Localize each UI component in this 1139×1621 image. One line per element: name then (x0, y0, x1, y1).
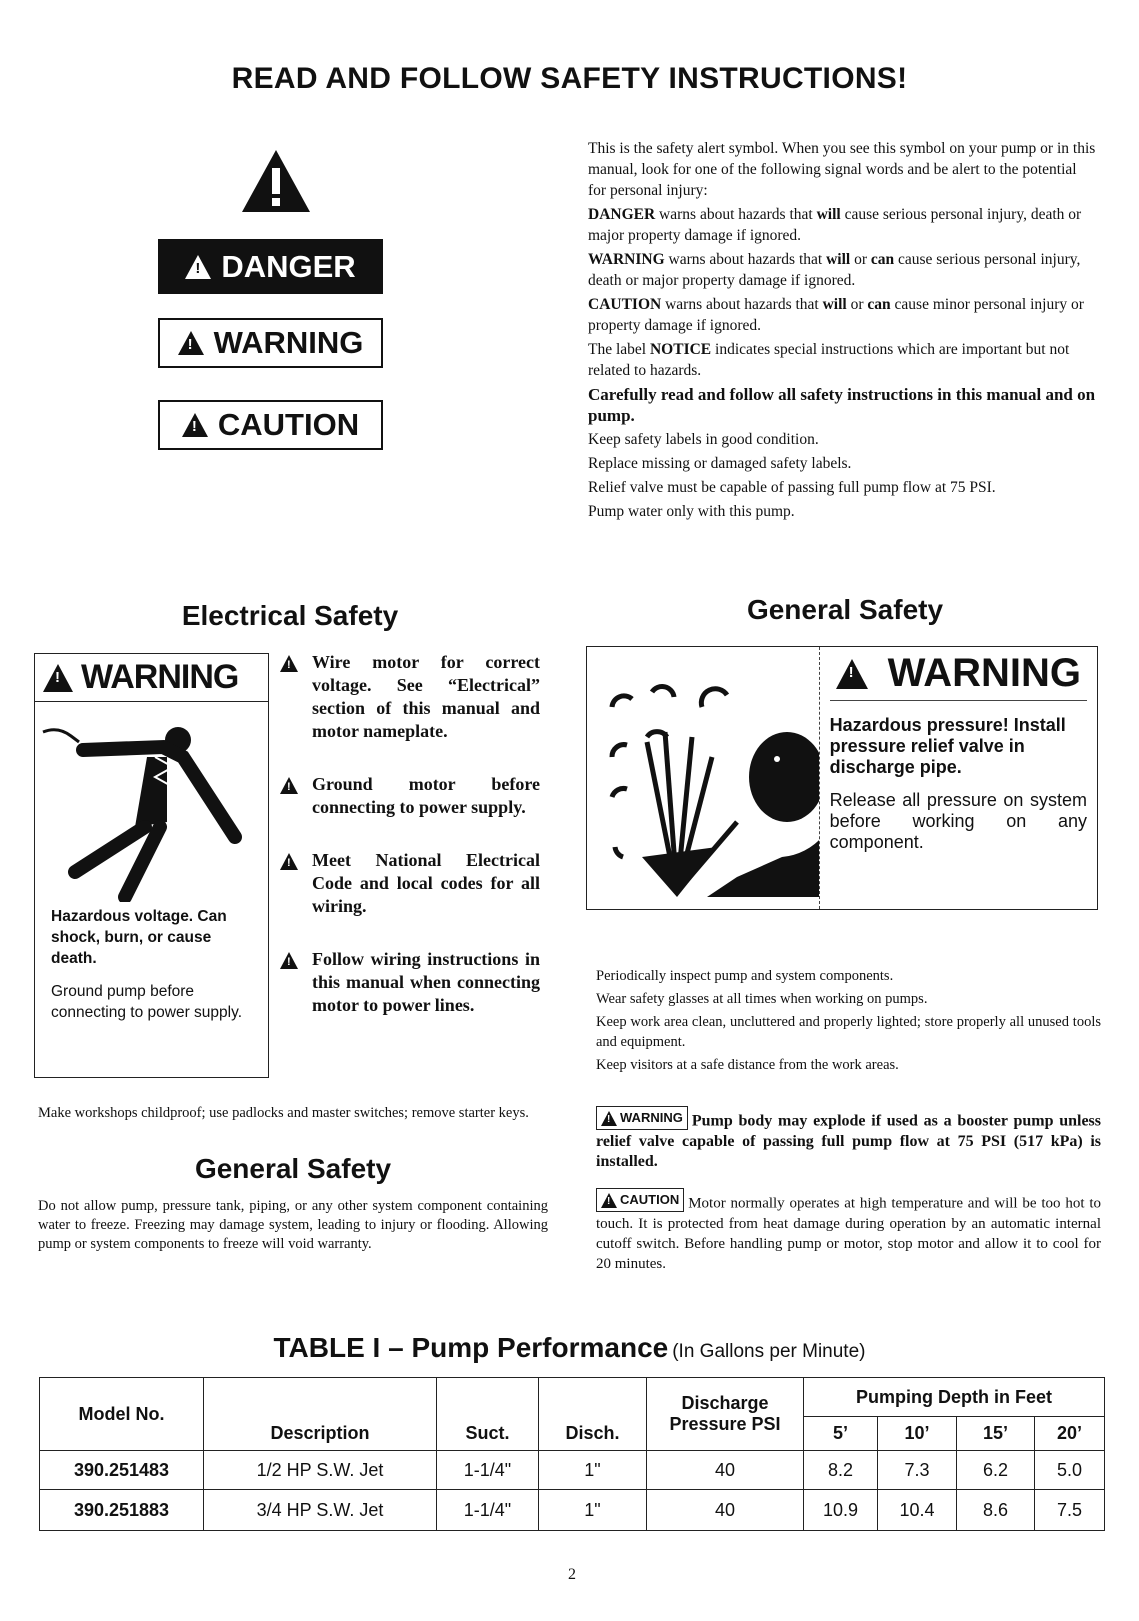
cell-discharge: 1" (539, 1490, 647, 1531)
cell-model: 390.251883 (40, 1490, 204, 1531)
alert-triangle-icon (178, 331, 204, 355)
table-row (40, 1490, 1105, 1531)
electric-shock-pictogram-icon (35, 702, 265, 902)
label-hazard-text: Hazardous pressure! Install pressure relief valve in discharge pipe. (829, 715, 1066, 777)
caution-word: CAUTION (217, 407, 360, 442)
text: cause minor personal injury or property damage if ignored. (588, 296, 1084, 334)
term: DANGER (588, 206, 656, 223)
cell-gpm: 7.5 (1035, 1490, 1105, 1531)
cell-gpm: 10.4 (878, 1490, 957, 1531)
danger-signal-label (158, 239, 383, 294)
instruction-line: Pump water only with this pump. (588, 503, 795, 520)
table-subtitle: (In Gallons per Minute) (672, 1341, 866, 1362)
general-safety-heading-left: General Safety (194, 1153, 392, 1184)
term: will (822, 296, 847, 313)
alert-triangle-icon (836, 659, 868, 689)
page-number: 2 (568, 1566, 576, 1583)
header-description: Description (204, 1378, 437, 1451)
instruction-line: Relief valve must be capable of passing full pump flow at 75 PSI. (588, 479, 996, 496)
text: The label (588, 341, 650, 358)
label-header (830, 647, 1087, 701)
cell-suction: 1-1/4" (437, 1490, 539, 1531)
header-depth: 20’ (1035, 1417, 1105, 1451)
warning-word: WARNING (213, 325, 364, 360)
cell-discharge: 1" (539, 1451, 647, 1490)
danger-word: DANGER (221, 248, 356, 284)
caution-text: Motor normally operates at high temperature and will be too hot to touch. It is protected from heat damage during operation by an automatic internal cutoff switch. Before handling pump or motor, stop motor and allow it to cool for 20 minutes. (596, 1195, 1101, 1272)
cell-gpm: 8.6 (957, 1490, 1035, 1531)
alert-triangle-icon (601, 1111, 617, 1126)
notice-explanation (588, 339, 1096, 381)
cell-model: 390.251483 (40, 1451, 204, 1490)
text: warns about hazards that (661, 296, 823, 313)
explosion-pictogram-icon (587, 647, 819, 907)
freeze-warning-text: Do not allow pump, pressure tank, piping, or any other system component containing water to freeze. Freezing may damage system, leading to injury or flooding. Allowing pump or system components to freeze will void warranty. (38, 1198, 548, 1252)
cell-description: 1/2 HP S.W. Jet (204, 1451, 437, 1490)
table-row (40, 1451, 1105, 1490)
cell-pressure: 40 (647, 1490, 804, 1531)
electrical-safety-heading: Electrical Safety (181, 600, 399, 631)
safety-alert-symbol-icon (240, 148, 312, 214)
label-title: WARNING (81, 658, 239, 696)
term: will (816, 206, 841, 223)
header-discharge: Disch. (539, 1378, 647, 1451)
cell-gpm: 10.9 (804, 1490, 878, 1531)
caution-signal-label (158, 400, 383, 450)
text: warns about hazards that (664, 251, 827, 268)
text: or (846, 296, 868, 313)
safety-line: Keep visitors at a safe distance from the work areas. (596, 1057, 899, 1073)
header-depth: 5’ (804, 1417, 878, 1451)
alert-triangle-icon (601, 1193, 617, 1208)
alert-triangle-icon (280, 853, 298, 870)
cell-gpm: 5.0 (1035, 1451, 1105, 1490)
bullet-item (280, 948, 540, 1017)
text: or (850, 251, 871, 268)
warning-text: Pump body may explode if used as a booster pump unless relief valve capable of passing full pump flow at 75 PSI (517 kPa) is installed. (596, 1112, 1101, 1170)
tag-text: CAUTION (620, 1192, 680, 1207)
term: can (870, 251, 895, 268)
alert-triangle-icon (280, 655, 298, 672)
bullet-item (280, 651, 540, 743)
cell-gpm: 6.2 (957, 1451, 1035, 1490)
childproof-text: Make workshops childproof; use padlocks and master switches; remove starter keys. (38, 1105, 529, 1121)
header-suction: Suct. (437, 1378, 539, 1451)
bullet-text: Wire motor for correct voltage. See “Electrical” section of this manual and motor nameplate. (312, 652, 540, 741)
header-model: Model No. (40, 1378, 204, 1451)
term: CAUTION (588, 296, 662, 313)
alert-triangle-icon (43, 664, 73, 692)
term: NOTICE (649, 341, 712, 358)
intro-text: This is the safety alert symbol. When you see this symbol on your pump or in this manual, look for one of the following signal words and be alert to the potential for personal injury: (588, 140, 1096, 199)
term: will (826, 251, 851, 268)
page-title: READ AND FOLLOW SAFETY INSTRUCTIONS! (231, 62, 908, 95)
safety-line: Wear safety glasses at all times when working on pumps. (596, 991, 928, 1007)
label-title: WARNING (887, 651, 1081, 695)
careful-read-notice: Carefully read and follow all safety instructions in this manual and on pump. (588, 385, 1096, 425)
alert-triangle-icon (280, 952, 298, 969)
danger-explanation (588, 204, 1096, 246)
booster-warning (596, 1106, 1101, 1172)
cell-pressure: 40 (647, 1451, 804, 1490)
electrical-bullets (280, 651, 540, 1047)
alert-triangle-icon (182, 413, 208, 437)
bullet-text: Follow wiring instructions in this manual when connecting motor to power lines. (312, 949, 540, 1015)
warning-tag (596, 1106, 688, 1130)
general-safety-list (596, 966, 1101, 1078)
instruction-line: Replace missing or damaged safety labels. (588, 455, 852, 472)
electrical-warning-label (34, 653, 269, 1078)
text: indicates special instructions which are important but not related to hazards. (588, 341, 1070, 379)
general-safety-heading-right: General Safety (746, 594, 944, 625)
header-depth: 10’ (878, 1417, 957, 1451)
bullet-item (280, 849, 540, 918)
cell-gpm: 7.3 (878, 1451, 957, 1490)
term: WARNING (588, 251, 665, 268)
header-depth: 15’ (957, 1417, 1035, 1451)
text: cause serious personal injury, death or major property damage if ignored. (588, 251, 1081, 289)
safety-line: Periodically inspect pump and system components. (596, 968, 894, 984)
alert-triangle-icon (185, 255, 211, 279)
label-header (35, 654, 268, 702)
label-instruction-text: Release all pressure on system before working on any component. (829, 790, 1087, 852)
pressure-warning-label (586, 646, 1098, 910)
table-title-main: TABLE I – Pump Performance (273, 1332, 669, 1363)
cell-description: 3/4 HP S.W. Jet (204, 1490, 437, 1531)
header-pressure: Discharge Pressure PSI (647, 1378, 804, 1451)
label-instruction-text: Ground pump before connecting to power supply. (51, 983, 242, 1021)
cell-gpm: 8.2 (804, 1451, 878, 1490)
header-pumping-depth: Pumping Depth in Feet (804, 1378, 1105, 1417)
caution-explanation (588, 294, 1096, 336)
label-text-panel (819, 647, 1097, 909)
safety-line: Keep work area clean, uncluttered and properly lighted; store properly all unused tools and equipment. (596, 1014, 1101, 1050)
caution-tag (596, 1188, 684, 1212)
bullet-item (280, 773, 540, 819)
warning-explanation (588, 249, 1096, 291)
motor-heat-caution (596, 1188, 1101, 1274)
pump-performance-table (39, 1377, 1105, 1531)
warning-signal-label (158, 318, 383, 368)
term: can (867, 296, 891, 313)
label-hazard-text: Hazardous voltage. Can shock, burn, or cause death. (51, 908, 227, 967)
instruction-line: Keep safety labels in good condition. (588, 431, 819, 448)
bullet-text: Ground motor before connecting to power supply. (312, 774, 540, 817)
alert-triangle-icon (280, 777, 298, 794)
cell-suction: 1-1/4" (437, 1451, 539, 1490)
text: cause serious personal injury, death or major property damage if ignored. (588, 206, 1082, 244)
table-title (0, 1332, 1139, 1364)
bullet-text: Meet National Electrical Code and local codes for all wiring. (312, 850, 540, 916)
text: warns about hazards that (655, 206, 817, 223)
tag-text: WARNING (620, 1110, 683, 1125)
signal-word-explanations (588, 138, 1096, 525)
